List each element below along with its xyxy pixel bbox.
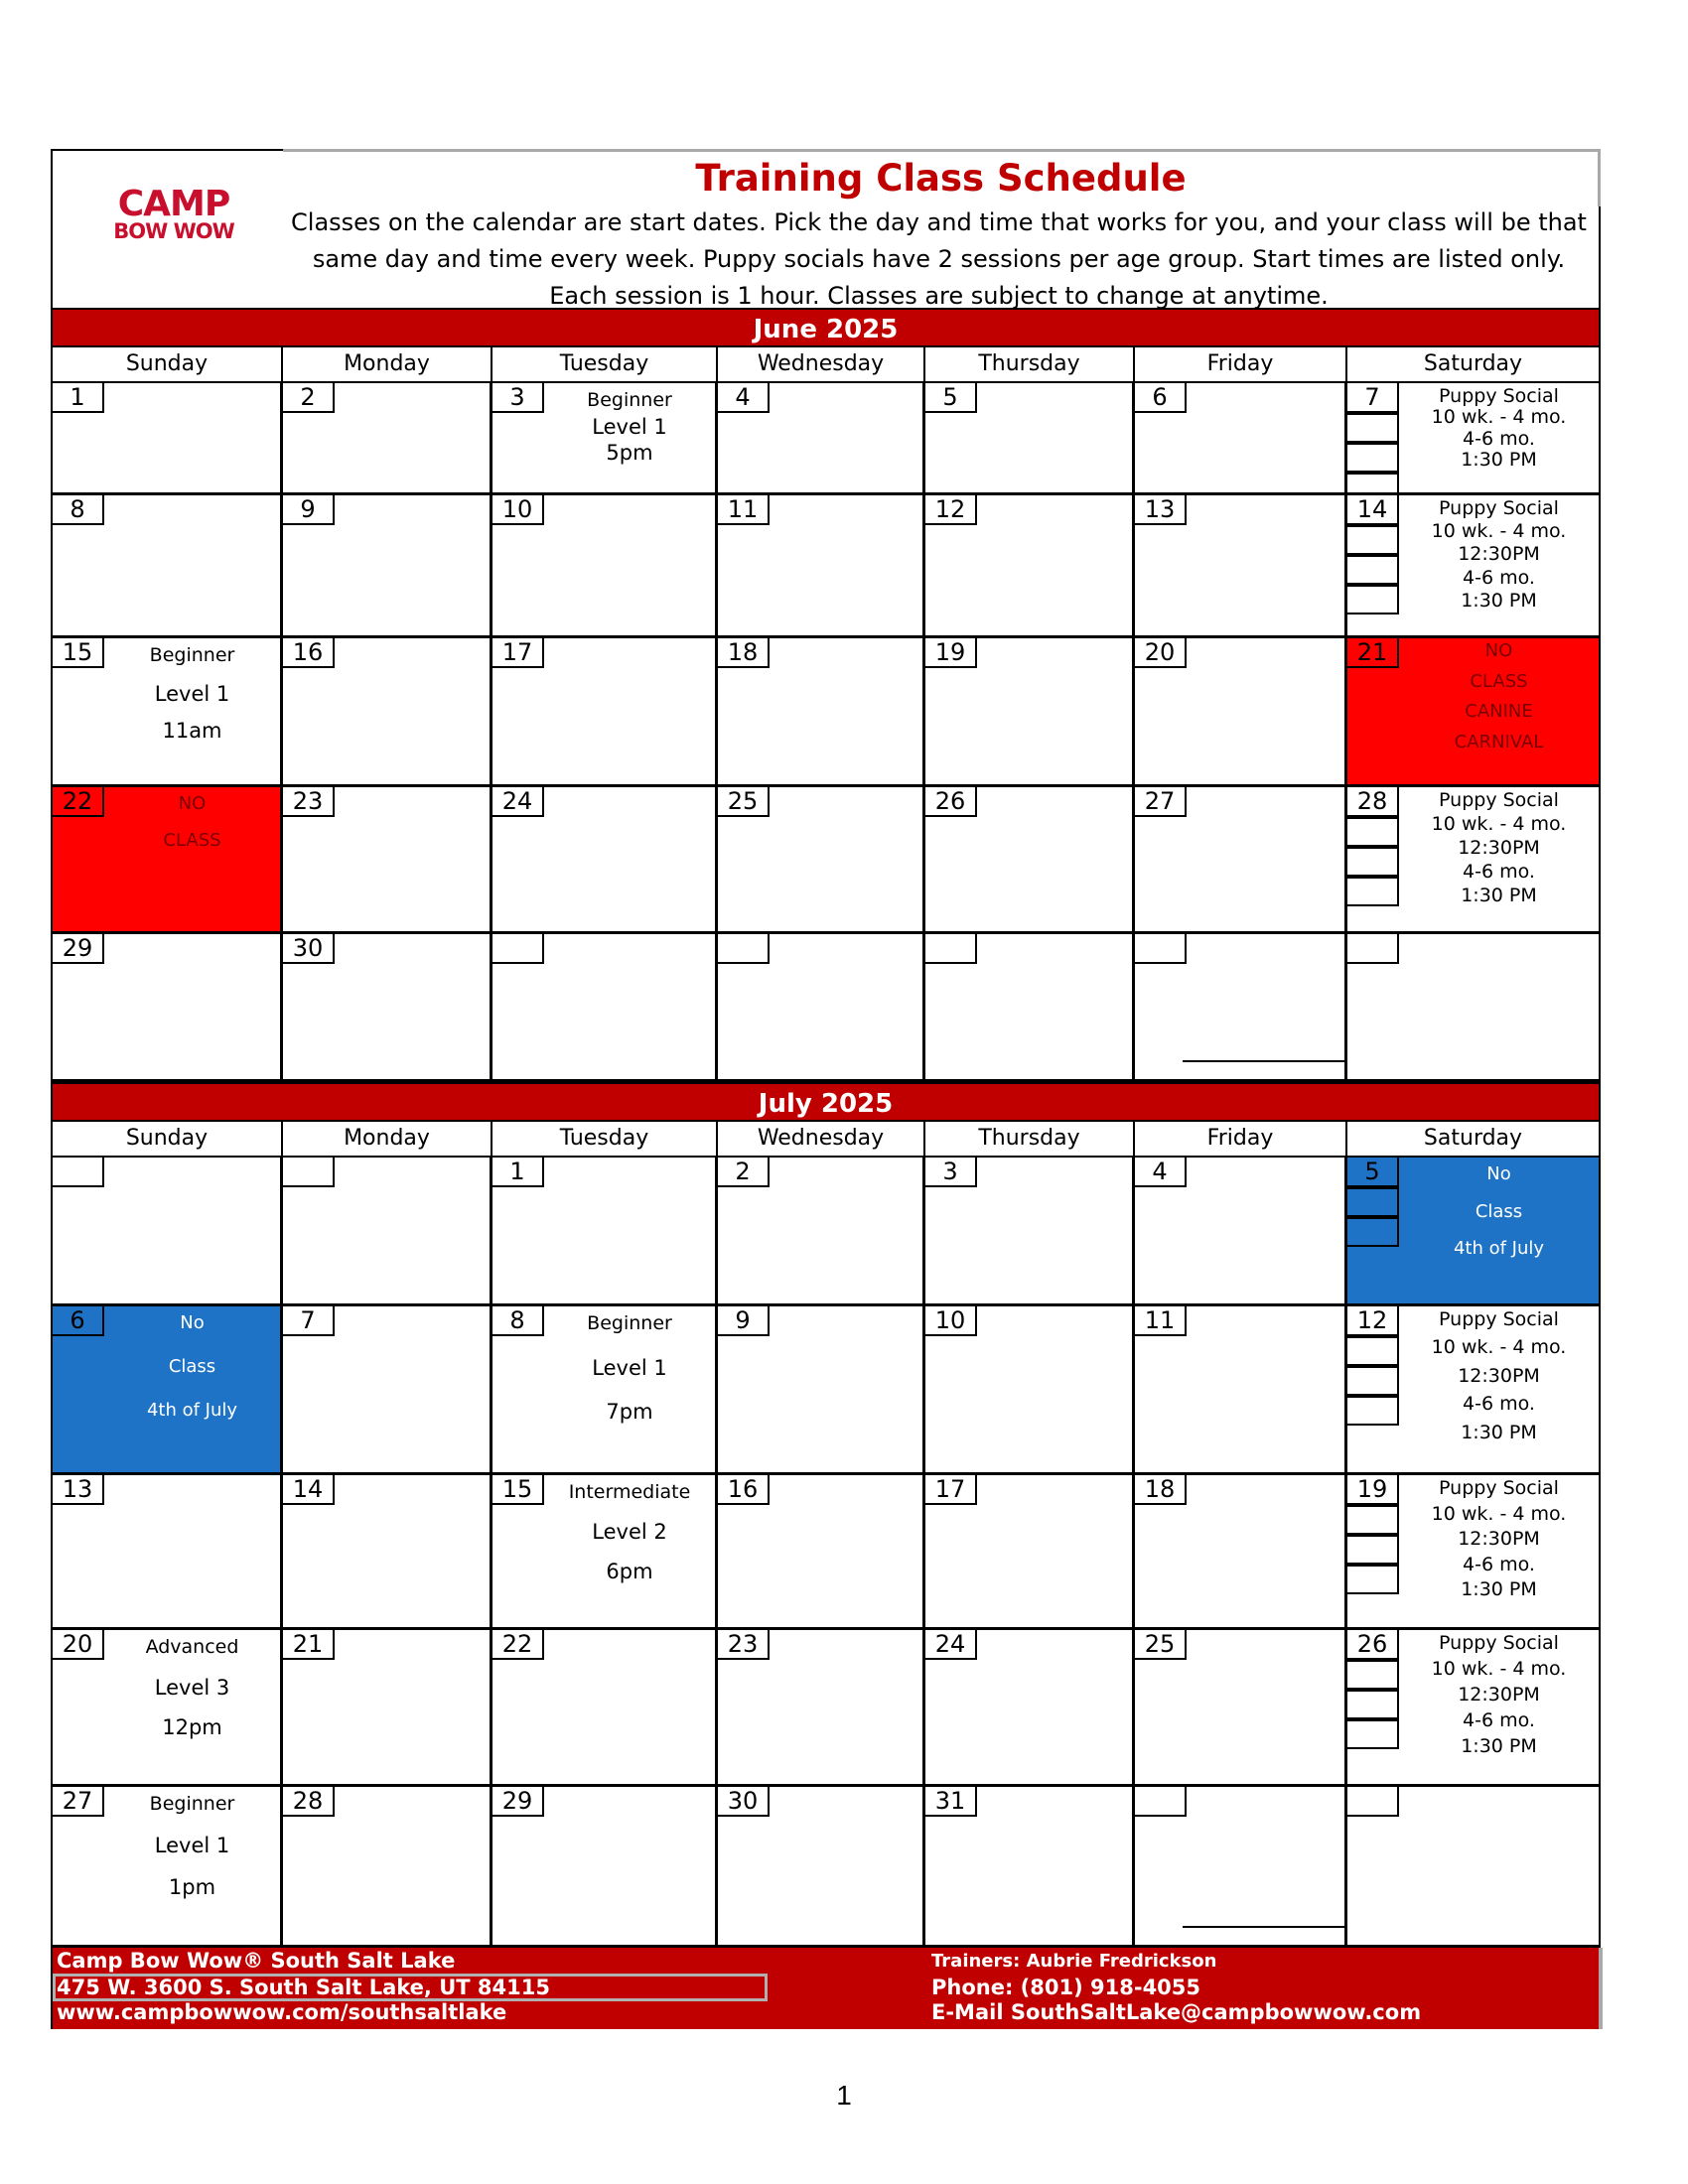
class-info-line: 10 wk. - 4 mo. [1431,520,1567,543]
calendar-day-cell [283,638,492,784]
calendar-day-cell [1135,934,1347,1079]
calendar-day-cell [492,1306,718,1472]
class-info-line: Class [1475,1200,1523,1222]
session-marker-box [1347,555,1399,585]
calendar-day-cell [925,1630,1135,1784]
footer-email-link[interactable]: E-Mail SouthSaltLake@campbowwow.com [931,2000,1422,2024]
calendar-day-cell [492,383,718,492]
calendar-day-cell [283,383,492,492]
calendar-day-cell [1135,1787,1347,1945]
calendar-day-cell [492,495,718,635]
session-marker-box [1347,1690,1399,1719]
calendar-day-cell [53,787,283,931]
session-marker-box [1347,877,1399,906]
july-weekday-tuesday: Tuesday [492,1122,718,1156]
calendar-day-cell [718,383,925,492]
calendar-day-cell [1135,638,1347,784]
calendar-day-cell [925,638,1135,784]
day-number: 9 [718,1306,770,1336]
day-number: 20 [53,1630,104,1660]
calendar-day-cell [1135,787,1347,931]
day-number: 23 [283,787,335,817]
session-marker-box [1347,473,1399,492]
class-info-line: 1:30 PM [1461,1735,1537,1757]
class-info-line: CANINE [1465,701,1533,722]
day-number: 1 [53,383,104,413]
calendar-day-cell [718,638,925,784]
day-number: 15 [492,1475,544,1505]
calendar-day-cell [283,1475,492,1627]
class-info-line: Puppy Social [1439,385,1559,407]
class-info-line: CLASS [1470,670,1528,692]
session-marker-box [1347,1366,1399,1396]
june-weekday-tuesday: Tuesday [492,347,718,381]
footer-business-name: Camp Bow Wow® South Salt Lake [57,1949,456,1973]
session-marker-box [1347,525,1399,555]
session-marker-box [1347,1187,1399,1217]
june-weekday-sunday: Sunday [53,347,283,381]
day-number: 15 [53,638,104,668]
calendar-day-cell [925,383,1135,492]
footer-trainers: Trainers: Aubrie Fredrickson [931,1951,1217,1972]
day-number [1135,934,1187,964]
day-number: 1 [492,1158,544,1187]
class-info-line: Puppy Social [1439,497,1559,519]
class-info-line: 12pm [162,1715,222,1739]
day-number: 26 [925,787,977,817]
calendar-day-cell [718,787,925,931]
class-info-line: 6pm [606,1559,653,1583]
calendar-day-cell [718,1306,925,1472]
class-info-line: NO [178,793,207,814]
day-number: 13 [1135,495,1187,525]
calendar-day-cell [925,1475,1135,1627]
june-week-row [51,495,1601,638]
class-info-line: Level 2 [592,1520,667,1545]
day-number [718,934,770,964]
calendar-day-cell [925,1158,1135,1303]
class-info-line: 10 wk. - 4 mo. [1431,1658,1567,1680]
calendar-day-cell [1347,495,1599,635]
cell-divider-line [1183,1060,1344,1062]
day-number: 8 [53,495,104,525]
day-number: 24 [492,787,544,817]
class-info-line: 4-6 mo. [1463,1393,1535,1416]
day-number: 25 [718,787,770,817]
calendar-day-cell [492,1475,718,1627]
schedule-description: Classes on the calendar are start dates. Pick the day and time that works for you, and your class will be that same day and time every week. Puppy socials have 2 sessions per age group. Start times are listed only. Each session is 1 hour. Classes are subject to change at anytime. [291,208,1587,310]
day-number: 30 [283,934,335,964]
day-number: 4 [1135,1158,1187,1187]
july-calendar-grid [51,1158,1601,1948]
calendar-day-cell [53,495,283,635]
calendar-day-cell [718,1630,925,1784]
class-info-line: 4th of July [146,1399,238,1421]
calendar-day-cell [492,1787,718,1945]
calendar-day-cell [53,1158,283,1303]
class-info-line: 12:30PM [1458,837,1540,859]
session-marker-box [1347,1396,1399,1426]
session-marker-box [1347,1565,1399,1594]
page-title: Training Class Schedule [695,157,1187,200]
day-number: 8 [492,1306,544,1336]
calendar-day-cell [1347,383,1599,492]
calendar-day-cell [1347,934,1599,1079]
day-number: 17 [925,1475,977,1505]
class-info-line: Class [168,1355,216,1377]
calendar-day-cell [1347,638,1599,784]
calendar-day-cell [718,934,925,1079]
june-month-title: June 2025 [51,308,1601,347]
day-number: 9 [283,495,335,525]
calendar-day-cell [283,1306,492,1472]
day-number: 10 [492,495,544,525]
calendar-day-cell [283,1787,492,1945]
class-info-line: Level 1 [592,1355,667,1380]
day-number: 2 [283,383,335,413]
day-number: 11 [718,495,770,525]
calendar-day-cell [1135,1158,1347,1303]
class-info-line: CLASS [163,829,221,851]
class-info-line: Puppy Social [1439,1477,1559,1499]
june-week-row [51,934,1601,1082]
day-number: 22 [53,787,104,817]
footer-address: 475 W. 3600 S. South Salt Lake, UT 84115 [57,1976,550,1999]
calendar-day-cell [283,934,492,1079]
day-number: 25 [1135,1630,1187,1660]
session-marker-box [1347,413,1399,443]
class-info-line: 4th of July [1453,1238,1545,1259]
calendar-day-cell [718,1787,925,1945]
day-number: 6 [1135,383,1187,413]
class-info-line: Intermediate [568,1481,691,1503]
day-number: 17 [492,638,544,668]
calendar-day-cell [492,934,718,1079]
june-week-row [51,638,1601,787]
day-number [1135,1787,1187,1817]
class-info-line: No [1486,1163,1511,1184]
class-info-line: Level 1 [154,681,230,706]
calendar-day-cell [1347,1475,1599,1627]
calendar-day-cell [1135,495,1347,635]
class-info-line: Level 3 [154,1676,230,1700]
day-number [283,1158,335,1187]
cell-divider-line [1183,1926,1344,1928]
june-week-row [51,787,1601,934]
class-info-line: 1:30 PM [1461,448,1537,471]
class-info-line: 5pm [606,440,653,465]
day-number: 12 [925,495,977,525]
july-weekday-header [51,1122,1601,1158]
day-number: 12 [1347,1306,1399,1336]
calendar-day-cell [1347,787,1599,931]
class-info-line: 12:30PM [1458,1528,1540,1551]
day-number: 13 [53,1475,104,1505]
logo-line-2: BOW WOW [113,219,234,243]
day-number: 16 [283,638,335,668]
day-number: 3 [492,383,544,413]
header-border-accent [283,149,1601,152]
june-weekday-wednesday: Wednesday [718,347,925,381]
session-marker-box [1347,1505,1399,1535]
july-weekday-saturday: Saturday [1423,1126,1523,1151]
class-info-line: 1:30 PM [1461,1578,1537,1601]
class-info-line: Level 1 [592,414,667,439]
calendar-day-cell [1347,1306,1599,1472]
july-weekday-friday: Friday [1135,1122,1347,1156]
day-number: 28 [283,1787,335,1817]
session-marker-box [1347,1336,1399,1366]
day-number [925,934,977,964]
calendar-day-cell [1347,1630,1599,1784]
july-week-row [51,1787,1601,1948]
session-marker-box [1347,1660,1399,1690]
june-weekday-thursday: Thursday [925,347,1135,381]
calendar-day-cell [492,787,718,931]
class-info-line: 12:30PM [1458,1684,1540,1706]
july-week-row [51,1475,1601,1630]
class-info-line: 10 wk. - 4 mo. [1431,813,1567,835]
header [51,149,1601,308]
calendar-day-cell [925,1787,1135,1945]
day-number: 24 [925,1630,977,1660]
july-weekday-sunday: Sunday [53,1122,283,1156]
session-marker-box [1347,847,1399,877]
day-number: 28 [1347,787,1399,817]
class-info-line: CARNIVAL [1454,731,1544,752]
class-info-line: 7pm [606,1399,653,1424]
calendar-day-cell [925,1306,1135,1472]
day-number: 14 [1347,495,1399,525]
calendar-day-cell [53,638,283,784]
session-marker-box [1347,1217,1399,1247]
day-number: 4 [718,383,770,413]
calendar-day-cell [1135,383,1347,492]
session-marker-box [1347,1719,1399,1749]
footer-website-link[interactable]: www.campbowwow.com/southsaltlake [57,2000,507,2024]
calendar-day-cell [283,495,492,635]
footer-border-accent [1599,1948,1603,2029]
class-info-line: No [180,1312,205,1333]
class-info-line: Level 1 [154,1834,230,1858]
calendar-day-cell [925,495,1135,635]
day-number [492,934,544,964]
day-number: 18 [1135,1475,1187,1505]
session-marker-box [1347,585,1399,614]
class-info-line: 12:30PM [1458,543,1540,566]
calendar-day-cell [1347,1158,1599,1303]
calendar-day-cell [53,1475,283,1627]
june-weekday-friday: Friday [1135,347,1347,381]
day-number: 20 [1135,638,1187,668]
class-info-line: Beginner [149,644,235,666]
calendar-day-cell [283,1630,492,1784]
logo-line-1: CAMP [117,184,230,224]
calendar-day-cell [492,638,718,784]
session-marker-box [1347,1535,1399,1565]
day-number [1347,934,1399,964]
class-info-line: Puppy Social [1439,1308,1559,1330]
day-number: 29 [53,934,104,964]
july-weekday-wednesday: Wednesday [718,1122,925,1156]
calendar-day-cell [925,934,1135,1079]
class-info-line: 4-6 mo. [1463,861,1535,883]
class-info-line: Advanced [145,1636,239,1658]
day-number: 5 [1347,1158,1399,1187]
camp-bow-wow-logo [104,184,243,243]
calendar-day-cell [283,1158,492,1303]
class-info-line: Beginner [587,1312,672,1334]
class-info-line: Beginner [149,1793,235,1815]
day-number [53,1158,104,1187]
class-info-line: 10 wk. - 4 mo. [1431,406,1567,429]
class-info-line: 4-6 mo. [1463,1709,1535,1731]
day-number: 27 [1135,787,1187,817]
class-info-line: NO [1484,640,1513,661]
july-month-title: July 2025 [51,1082,1601,1122]
day-number: 26 [1347,1630,1399,1660]
july-week-row [51,1306,1601,1475]
calendar-day-cell [283,787,492,931]
footer-phone: Phone: (801) 918-4055 [931,1976,1201,1999]
day-number: 2 [718,1158,770,1187]
day-number [1347,1787,1399,1817]
calendar-day-cell [1135,1630,1347,1784]
calendar-day-cell [53,1306,283,1472]
class-info-line: 10 wk. - 4 mo. [1431,1502,1567,1525]
day-number: 22 [492,1630,544,1660]
session-marker-box [1347,817,1399,847]
calendar-day-cell [1135,1306,1347,1472]
day-number: 11 [1135,1306,1187,1336]
calendar-day-cell [492,1158,718,1303]
day-number: 19 [925,638,977,668]
calendar-day-cell [53,1787,283,1945]
footer [51,1948,1601,2029]
calendar-day-cell [925,787,1135,931]
july-week-row [51,1630,1601,1787]
day-number: 16 [718,1475,770,1505]
day-number: 10 [925,1306,977,1336]
day-number: 3 [925,1158,977,1187]
day-number: 6 [53,1306,104,1336]
class-info-line: Puppy Social [1439,1632,1559,1654]
july-week-row [51,1158,1601,1306]
june-weekday-monday: Monday [283,347,492,381]
class-info-line: 4-6 mo. [1463,566,1535,589]
calendar-day-cell [718,1158,925,1303]
calendar-day-cell [1135,1475,1347,1627]
day-number: 14 [283,1475,335,1505]
june-week-row [51,383,1601,495]
calendar-day-cell [53,1630,283,1784]
class-info-line: 12:30PM [1458,1364,1540,1387]
day-number: 29 [492,1787,544,1817]
day-number: 23 [718,1630,770,1660]
class-info-line: 11am [162,719,222,743]
june-calendar-grid [51,383,1601,1082]
class-info-line: Beginner [587,389,672,411]
calendar-day-cell [53,383,283,492]
class-info-line: 1:30 PM [1461,885,1537,906]
class-info-line: 4-6 mo. [1463,1553,1535,1575]
calendar-day-cell [718,495,925,635]
day-number: 18 [718,638,770,668]
calendar-day-cell [492,1630,718,1784]
june-weekday-header [51,347,1601,383]
day-number: 21 [283,1630,335,1660]
class-info-line: 10 wk. - 4 mo. [1431,1336,1567,1359]
page-number: 1 [836,2080,852,2111]
session-marker-box [1347,443,1399,473]
day-number: 31 [925,1787,977,1817]
calendar-day-cell [718,1475,925,1627]
class-info-line: Puppy Social [1439,789,1559,811]
calendar-day-cell [53,934,283,1079]
day-number: 27 [53,1787,104,1817]
june-weekday-saturday: Saturday [1423,351,1523,376]
july-weekday-monday: Monday [283,1122,492,1156]
july-weekday-thursday: Thursday [925,1122,1135,1156]
schedule-sheet [51,149,1601,2029]
class-info-line: 1:30 PM [1461,1421,1537,1443]
day-number: 7 [1347,383,1399,413]
day-number: 5 [925,383,977,413]
day-number: 7 [283,1306,335,1336]
day-number: 19 [1347,1475,1399,1505]
calendar-day-cell [1347,1787,1599,1945]
class-info-line: 4-6 mo. [1463,427,1535,450]
day-number: 30 [718,1787,770,1817]
class-info-line: 1pm [168,1874,216,1899]
class-info-line: 1:30 PM [1461,589,1537,612]
day-number: 21 [1347,638,1399,668]
